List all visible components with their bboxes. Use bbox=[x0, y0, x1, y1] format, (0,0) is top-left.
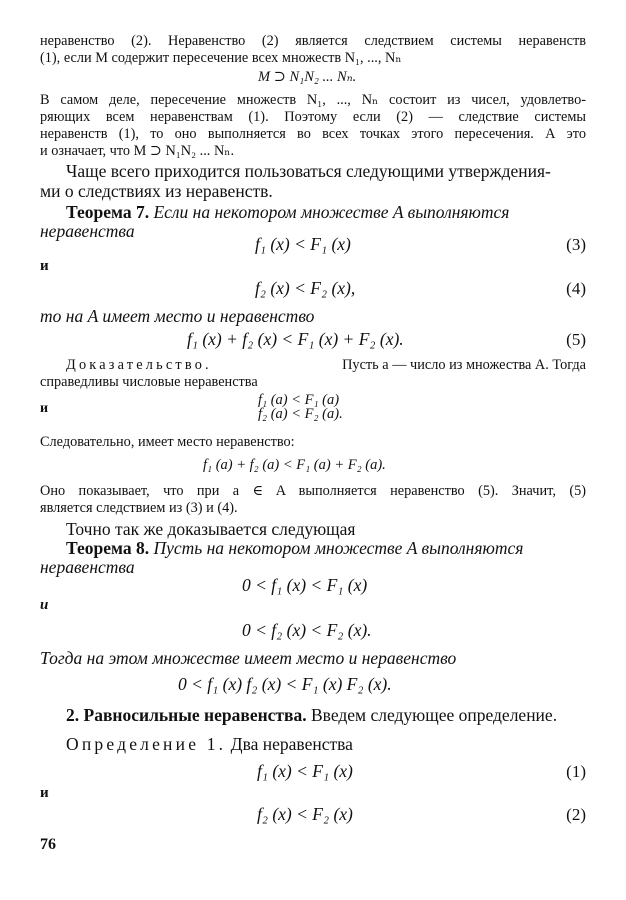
text-line: неравенств (1), то оно выполняется во всех точках этого пересечения. А это bbox=[40, 126, 586, 142]
text-line: неравенства bbox=[40, 221, 135, 241]
formula-def-1: f₁ (x) < F₁ (x) bbox=[257, 761, 353, 781]
text-line: ряющих всем неравенствам (1). Поэтому если (2) — следствие системы bbox=[40, 109, 586, 125]
formula-a2: f₂ (a) < F₂ (a). bbox=[258, 406, 343, 422]
formula-5: f₁ (x) + f₂ (x) < F₁ (x) + F₂ (x). bbox=[187, 329, 404, 349]
section-heading bbox=[66, 705, 586, 726]
text-line: В самом деле, пересечение множеств N₁, ..., Nₙ состоит из чисел, удовлетво- bbox=[40, 92, 586, 108]
text-line: справедливы числовые неравенства bbox=[40, 374, 258, 390]
equation-number: (3) bbox=[566, 235, 586, 254]
formula-4: f₂ (x) < F₂ (x), bbox=[255, 278, 356, 298]
theorem-7-title: Теорема 7. bbox=[66, 202, 150, 222]
definition-text: Два неравенства bbox=[230, 734, 353, 754]
equation-number: (4) bbox=[566, 279, 586, 298]
equation-number: (2) bbox=[566, 805, 586, 824]
theorem-8-title: Теорема 8. bbox=[66, 538, 150, 558]
text-line: то на A имеет место и неравенство bbox=[40, 306, 315, 326]
proof-text: Пусть a — число из множества A. Тогда bbox=[342, 357, 586, 373]
theorem-8-statement: Пусть на некотором множестве A выполняются bbox=[153, 538, 524, 558]
formula-t8-1: 0 < f₁ (x) < F₁ (x) bbox=[242, 575, 368, 595]
equation-number: (5) bbox=[566, 330, 586, 349]
definition-label: Определение 1. bbox=[66, 734, 227, 754]
theorem-8-heading bbox=[66, 538, 586, 559]
text-line: неравенства bbox=[40, 557, 135, 577]
page-number: 76 bbox=[40, 836, 56, 853]
conjunction: и bbox=[40, 785, 49, 801]
definition-heading bbox=[66, 734, 586, 755]
text-line: и означает, что M ⊃ N₁N₂ ... Nₙ. bbox=[40, 143, 235, 159]
formula-a1: f₁ (a) < F₁ (a) bbox=[258, 392, 340, 408]
section-title: 2. Равносильные неравенства. bbox=[66, 705, 307, 725]
formula-sum: f₁ (a) + f₂ (a) < F₁ (a) + F₂ (a). bbox=[203, 457, 386, 473]
text-line: Чаще всего приходится пользоваться следующими утверждения- bbox=[66, 161, 551, 181]
conjunction: и bbox=[40, 401, 49, 416]
text-line: неравенство (2). Неравенство (2) является следствием системы неравенств bbox=[40, 33, 586, 49]
formula-def-2: f₂ (x) < F₂ (x) bbox=[257, 804, 353, 824]
text-line: Тогда на этом множестве имеет место и неравенство bbox=[40, 648, 457, 668]
text-line: Точно так же доказывается следующая bbox=[66, 519, 356, 539]
conjunction: и bbox=[40, 258, 49, 274]
proof-label: Доказательство. bbox=[66, 357, 212, 373]
equation-number: (1) bbox=[566, 762, 586, 781]
text-line: является следствием из (3) и (4). bbox=[40, 500, 238, 516]
formula-intersection: M ⊃ N₁N₂ ... Nₙ. bbox=[258, 69, 357, 85]
conjunction: и bbox=[40, 597, 49, 613]
formula-3: f₁ (x) < F₁ (x) bbox=[255, 234, 351, 254]
theorem-7-statement: Если на некотором множестве A выполняются bbox=[153, 202, 510, 222]
text-line: ми о следствиях из неравенств. bbox=[40, 181, 273, 201]
section-intro: Введем следующее определение. bbox=[310, 705, 558, 725]
text-line: Оно показывает, что при a ∈ A выполняется неравенство (5). Значит, (5) bbox=[40, 483, 586, 499]
proof-line bbox=[66, 357, 586, 374]
formula-t8-3: 0 < f₁ (x) f₂ (x) < F₁ (x) F₂ (x). bbox=[178, 674, 392, 694]
theorem-7-heading bbox=[66, 202, 586, 223]
text-line: (1), если M содержит пересечение всех множеств N₁, ..., Nₙ bbox=[40, 50, 402, 66]
formula-t8-2: 0 < f₂ (x) < F₂ (x). bbox=[242, 620, 372, 640]
text-line: Следовательно, имеет место неравенство: bbox=[40, 434, 295, 450]
